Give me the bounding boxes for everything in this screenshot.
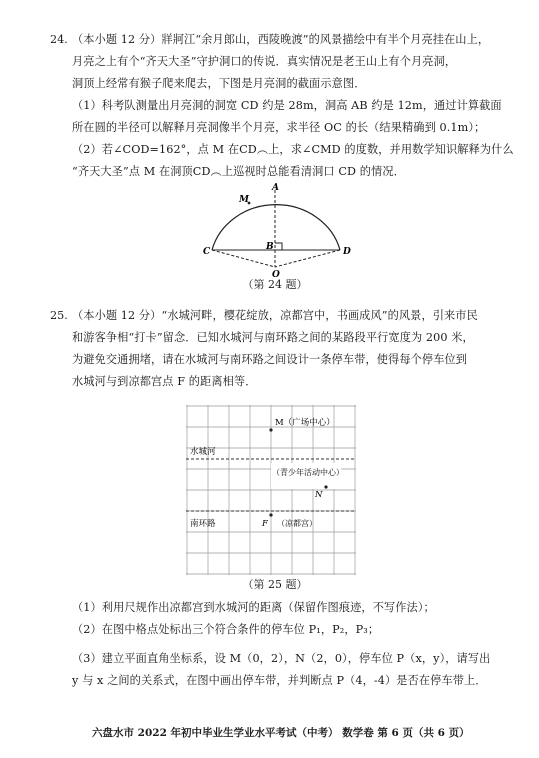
q24-label-b: B bbox=[266, 242, 274, 252]
q25-caption: （第 25 题） bbox=[242, 578, 308, 591]
q25-label-river: 水城河 bbox=[190, 447, 216, 457]
q25-sub-3: （3）建立平面直角坐标系，设 M（0，2），N（2，0），停车位 P（x，y），请写出 bbox=[72, 652, 491, 665]
q24-line-3: 洞顶上经常有猴子爬来爬去，下图是月亮洞的截面示意图． bbox=[72, 77, 366, 90]
q24-number: 24. bbox=[50, 33, 68, 46]
q25-number: 25. bbox=[50, 309, 68, 322]
q25-sub-4: y 与 x 之间的关系式，在图中画出停车带，并判断点 P（4，-4）是否在停车带上． bbox=[72, 674, 487, 687]
q24-line-6: （2）若∠COD=162°，点 M 在CD︵上，求∠CMD 的度数，并用数学知识解释为什么 bbox=[72, 143, 514, 156]
q25-point-n bbox=[324, 485, 327, 488]
q25-line-2: 和游客争相“打卡”留念．已知水城河与南环路之间的某路段平行宽度为 200 米， bbox=[72, 331, 474, 344]
q24-line-2: 月亮之上有个“齐天大圣”守护洞口的传说．真实情况是老王山上有个月亮洞， bbox=[72, 55, 457, 68]
q24-figure bbox=[195, 183, 355, 278]
q25-label-n: N bbox=[315, 490, 323, 500]
q24-line-4: （1）科考队测量出月亮洞的洞宽 CD 约是 28m，洞高 AB 约是 12m，通过计算截面 bbox=[72, 99, 502, 112]
q25-point-m bbox=[269, 428, 272, 431]
q24-line-od bbox=[275, 250, 340, 267]
q24-line-oc bbox=[212, 250, 275, 267]
q25-label-m: M（广场中心） bbox=[275, 418, 335, 428]
q25-label-youth: （青少年活动中心） bbox=[272, 468, 344, 477]
q24-line-7: “齐天大圣”点 M 在洞顶CD︵上巡视时总能看清洞口 CD 的情况． bbox=[72, 165, 405, 178]
q25-point-f bbox=[269, 513, 272, 516]
q25-line-4: 水城河与到凉都宫点 F 的距离相等． bbox=[72, 375, 257, 388]
q24-caption: （第 24 题） bbox=[242, 278, 308, 291]
q24-line-5: 所在圆的半径可以解释月亮洞像半个月亮，求半径 OC 的长（结果精确到 0.1m）； bbox=[72, 121, 486, 134]
q24-right-angle bbox=[275, 243, 282, 250]
page-footer: 六盘水市 2022 年初中毕业生学业水平考试（中考） 数学卷 第 6 页（共 6 页） bbox=[92, 727, 470, 739]
q24-label-o: O bbox=[272, 270, 280, 278]
q25-label-road: 南环路 bbox=[190, 519, 216, 529]
q25-sub-2: （2）在图中格点处标出三个符合条件的停车位 P₁，P₂，P₃； bbox=[72, 623, 380, 636]
q24-line-1: （本小题 12 分）牂牁江“余月郎山，西陵晚渡”的风景描绘中有半个月亮挂在山上， bbox=[72, 33, 490, 46]
q24-label-d: D bbox=[343, 247, 351, 257]
q25-figure bbox=[186, 405, 356, 575]
q24-label-c: C bbox=[203, 247, 211, 257]
q25-line-1: （本小题 12 分）“水城河畔，樱花绽放，凉都宫中，书画成风”的风景，引来市民 bbox=[72, 309, 478, 322]
q24-label-a: A bbox=[272, 183, 279, 193]
q25-label-f: F bbox=[262, 519, 268, 529]
q25-line-3: 为避免交通拥堵，请在水城河与南环路之间设计一条停车带，使得每个停车位到 bbox=[72, 353, 468, 366]
q25-sub-1: （1）利用尺规作出凉都宫到水城河的距离（保留作图痕迹，不写作法）； bbox=[72, 601, 435, 614]
q25-label-palace: （凉都宫） bbox=[277, 519, 317, 528]
q24-label-m: M bbox=[239, 195, 249, 205]
